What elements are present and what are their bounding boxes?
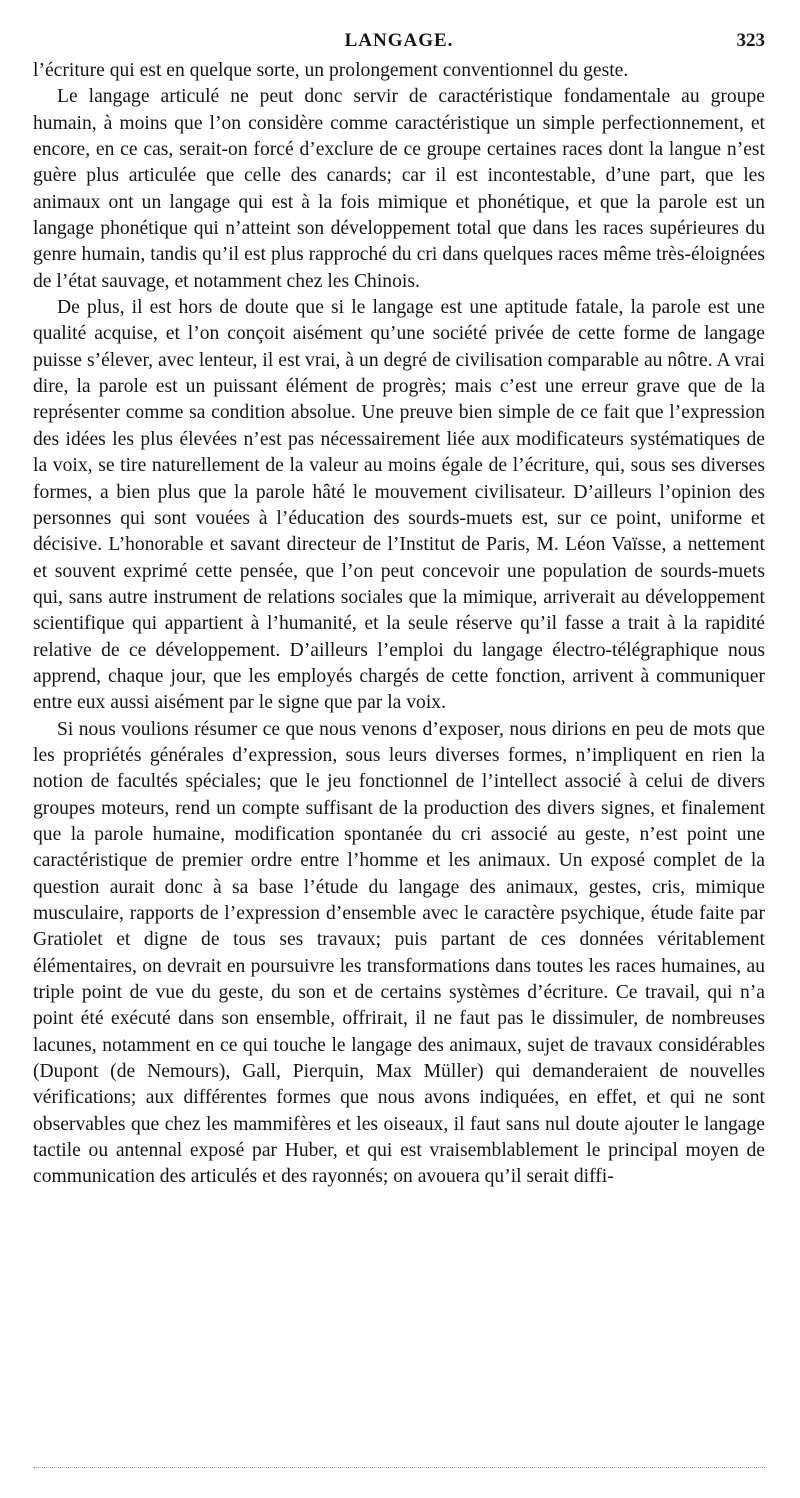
footer-rule <box>33 1467 765 1468</box>
paragraph: Si nous voulions résumer ce que nous venons d’exposer, nous dirions en peu de mots que les propriétés générales d’expression, sous leurs diverses formes, n’impliquent en rien la notion de facultés spéciales; que le jeu fonctionnel de l’intellect associé à celui de divers groupes moteurs, rend un compte suffisant de la production des divers signes, et finalement que la parole humaine, modification spontanée du cri associé au geste, n’est point une caractéristique de premier ordre entre l’homme et les animaux. Un exposé complet de la question aurait donc à sa base l’étude du langage des animaux, gestes, cris, mimique musculaire, rapports de l’expression d’ensemble avec le caractère psychique, étude faite par Gratiolet et digne de tous ses travaux; puis partant de ces données véritablement élémentaires, on devrait en poursuivre les transformations dans toutes les races humaines, au triple point de vue du geste, du son et de certains systèmes d’écriture. Ce travail, qui n’a point été exécuté dans son ensemble, offrirait, il ne faut pas le dissimuler, de nombreuses lacunes, notamment en ce qui touche le langage des animaux, sujet de travaux considérables (Dupont (de Nemours), Gall, Pierquin, Max Müller) qui demanderaient de nouvelles vérifications; aux différentes formes que nous avons indiquées, en effet, et qui ne sont observables que chez les mammifères et les oiseaux, il faut sans nul doute ajouter le langage tactile ou antennal exposé par Huber, et qui est vraisemblablement le principal moyen de communication des articulés et des rayonnés; on avouera qu’il serait diffi- <box>33 718 765 1188</box>
book-page <box>33 28 765 1191</box>
body-text <box>33 58 765 1191</box>
page-number: 323 <box>736 30 765 51</box>
paragraph-continued: l’écriture qui est en quelque sorte, un prolongement conventionnel du geste. <box>33 60 629 81</box>
page-header <box>33 28 765 58</box>
paragraph: Le langage articulé ne peut donc servir de caractéristique fondamentale au groupe humain, à moins que l’on considère comme caractéristique un simple perfectionnement, et encore, en ce cas, serait-on forcé d’exclure de ce groupe certaines races dont la langue n’est guère plus articulée que celle des canards; car il est incontestable, d’une part, que les animaux ont un langage qui est à la fois mimique et phonétique, et que la parole est un langage phonétique qui n’atteint son développement total que dans les races supérieures du genre humain, tandis qu’il est plus rapproché du cri dans quelques races même très-éloignées de l’état sauvage, et notamment chez les Chinois. <box>33 86 765 292</box>
paragraph: De plus, il est hors de doute que si le langage est une aptitude fatale, la parole est une qualité acquise, et l’on conçoit aisément qu’une société privée de cette forme de langage puisse s’élever, avec lenteur, il est vrai, à un degré de civilisation comparable au nôtre. A vrai dire, la parole est un puissant élément de progrès; mais c’est une erreur grave que de la représenter comme sa condition absolue. Une preuve bien simple de ce fait que l’expression des idées les plus élevées n’est pas nécessairement liée aux modificateurs systématiques de la voix, se tire naturellement de la valeur au moins égale de l’écriture, qui, sous ses diverses formes, a bien plus que la parole hâté le mouvement civilisateur. D’ailleurs l’opinion des personnes qui sont vouées à l’éducation des sourds-muets est, sur ce point, uniforme et décisive. L’honorable et savant directeur de l’Institut de Paris, M. Léon Vaïsse, a nettement et souvent exprimé cette pensée, que l’on peut concevoir une population de sourds-muets qui, sans autre instrument de relations sociales que la mimique, arriverait au développement scientifique qui appartient à l’humanité, et la seule réserve qu’il fasse a trait à la rapidité relative de ce développement. D’ailleurs l’emploi du langage électro-télégraphique nous apprend, chaque jour, que les employés chargés de cette fonction, arrivent à communiquer entre eux aussi aisément par le signe que par la voix. <box>33 297 765 714</box>
running-title: LANGAGE. <box>344 30 454 51</box>
